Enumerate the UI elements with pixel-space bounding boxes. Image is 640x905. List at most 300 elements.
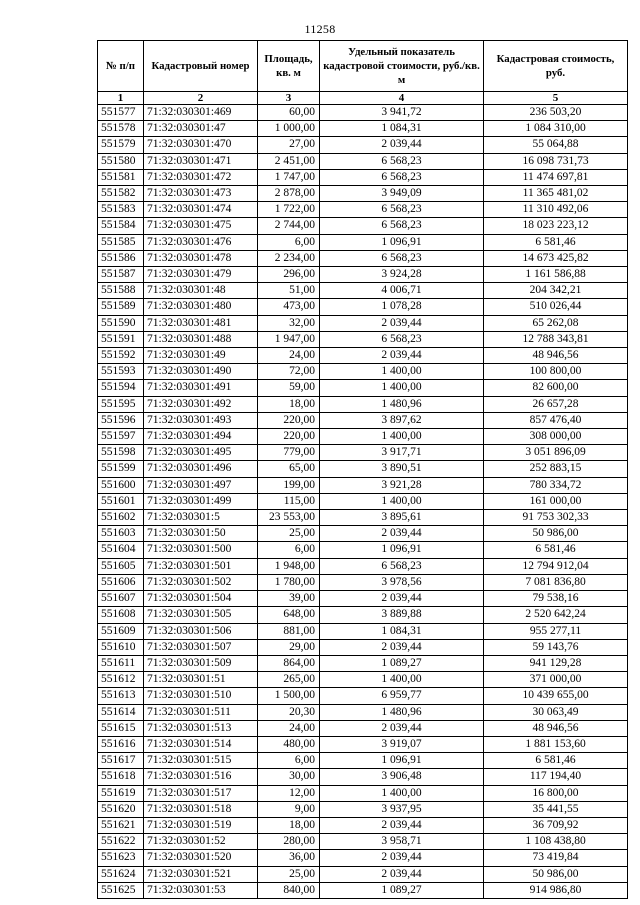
table-row — [98, 817, 628, 833]
table-row — [98, 542, 628, 558]
cadastral-number-cell: 71:32:030301:502 — [144, 574, 258, 590]
specific-value-cell: 2 039,44 — [320, 866, 484, 882]
table-row — [98, 153, 628, 169]
table-row — [98, 186, 628, 202]
cadastral-number-cell: 71:32:030301:480 — [144, 299, 258, 315]
cadastral-value-cell: 50 986,00 — [484, 866, 628, 882]
table-row — [98, 396, 628, 412]
cadastral-number-cell: 71:32:030301:53 — [144, 882, 258, 898]
area-cell: 6,00 — [258, 234, 320, 250]
area-cell: 840,00 — [258, 882, 320, 898]
cadastral-value-cell: 73 419,84 — [484, 850, 628, 866]
area-cell: 36,00 — [258, 850, 320, 866]
area-cell: 6,00 — [258, 542, 320, 558]
table-row — [98, 299, 628, 315]
area-cell: 1 000,00 — [258, 121, 320, 137]
specific-value-cell: 2 039,44 — [320, 526, 484, 542]
specific-value-cell: 1 480,96 — [320, 704, 484, 720]
row-number-cell: 551581 — [98, 169, 144, 185]
specific-value-cell: 1 096,91 — [320, 542, 484, 558]
specific-value-cell: 1 400,00 — [320, 364, 484, 380]
row-number-cell: 551606 — [98, 574, 144, 590]
cadastral-number-cell: 71:32:030301:481 — [144, 315, 258, 331]
row-number-cell: 551586 — [98, 250, 144, 266]
row-number-cell: 551578 — [98, 121, 144, 137]
specific-value-cell: 6 568,23 — [320, 169, 484, 185]
page-number: 11258 — [304, 22, 336, 36]
cadastral-number-cell: 71:32:030301:5 — [144, 510, 258, 526]
cadastral-value-cell: 11 365 481,02 — [484, 186, 628, 202]
specific-value-cell: 2 039,44 — [320, 137, 484, 153]
cadastral-number-cell: 71:32:030301:48 — [144, 283, 258, 299]
area-cell: 51,00 — [258, 283, 320, 299]
cadastral-number-cell: 71:32:030301:518 — [144, 801, 258, 817]
cadastral-value-cell: 236 503,20 — [484, 105, 628, 121]
cadastral-number-cell: 71:32:030301:516 — [144, 769, 258, 785]
area-cell: 24,00 — [258, 348, 320, 364]
cadastral-number-cell: 71:32:030301:505 — [144, 607, 258, 623]
cadastral-value-cell: 14 673 425,82 — [484, 250, 628, 266]
cadastral-number-cell: 71:32:030301:471 — [144, 153, 258, 169]
specific-value-cell: 3 978,56 — [320, 574, 484, 590]
specific-value-cell: 6 568,23 — [320, 218, 484, 234]
row-number-cell: 551608 — [98, 607, 144, 623]
table-row — [98, 866, 628, 882]
table-row — [98, 283, 628, 299]
cadastral-value-cell: 55 064,88 — [484, 137, 628, 153]
cadastral-number-cell: 71:32:030301:52 — [144, 834, 258, 850]
table-row — [98, 704, 628, 720]
specific-value-cell: 3 924,28 — [320, 267, 484, 283]
row-number-cell: 551623 — [98, 850, 144, 866]
table-row — [98, 218, 628, 234]
cadastral-value-cell: 12 788 343,81 — [484, 331, 628, 347]
area-cell: 2 451,00 — [258, 153, 320, 169]
table-row — [98, 834, 628, 850]
cadastral-number-cell: 71:32:030301:473 — [144, 186, 258, 202]
cadastral-number-cell: 71:32:030301:472 — [144, 169, 258, 185]
row-number-cell: 551618 — [98, 769, 144, 785]
cadastral-value-cell: 26 657,28 — [484, 396, 628, 412]
specific-value-cell: 6 568,23 — [320, 250, 484, 266]
area-cell: 12,00 — [258, 785, 320, 801]
cadastral-number-cell: 71:32:030301:51 — [144, 672, 258, 688]
area-cell: 220,00 — [258, 429, 320, 445]
area-cell: 20,30 — [258, 704, 320, 720]
area-cell: 9,00 — [258, 801, 320, 817]
cadastral-value-cell: 65 262,08 — [484, 315, 628, 331]
row-number-cell: 551594 — [98, 380, 144, 396]
specific-value-cell: 3 897,62 — [320, 412, 484, 428]
table-row — [98, 364, 628, 380]
column-number: 3 — [258, 92, 320, 105]
specific-value-cell: 3 958,71 — [320, 834, 484, 850]
table-row — [98, 736, 628, 752]
row-number-cell: 551605 — [98, 558, 144, 574]
row-number-cell: 551599 — [98, 461, 144, 477]
row-number-cell: 551587 — [98, 267, 144, 283]
column-number: 1 — [98, 92, 144, 105]
area-cell: 18,00 — [258, 396, 320, 412]
cadastral-number-cell: 71:32:030301:497 — [144, 477, 258, 493]
area-cell: 265,00 — [258, 672, 320, 688]
row-number-cell: 551615 — [98, 720, 144, 736]
row-number-cell: 551579 — [98, 137, 144, 153]
cadastral-value-cell: 161 000,00 — [484, 493, 628, 509]
specific-value-cell: 6 568,23 — [320, 558, 484, 574]
cadastral-value-cell: 941 129,28 — [484, 655, 628, 671]
specific-value-cell: 2 039,44 — [320, 720, 484, 736]
row-number-cell: 551593 — [98, 364, 144, 380]
row-number-cell: 551598 — [98, 445, 144, 461]
cadastral-number-cell: 71:32:030301:469 — [144, 105, 258, 121]
cadastral-value-cell: 48 946,56 — [484, 720, 628, 736]
specific-value-cell: 3 919,07 — [320, 736, 484, 752]
specific-value-cell: 3 941,72 — [320, 105, 484, 121]
table-row — [98, 315, 628, 331]
cadastral-number-cell: 71:32:030301:476 — [144, 234, 258, 250]
table-row — [98, 882, 628, 898]
table-row — [98, 105, 628, 121]
table-row — [98, 380, 628, 396]
specific-value-cell: 2 039,44 — [320, 348, 484, 364]
specific-value-cell: 1 400,00 — [320, 493, 484, 509]
area-cell: 2 234,00 — [258, 250, 320, 266]
header-specific-value: Удельный показатель кадастровой стоимости, руб./кв. м — [320, 41, 484, 92]
area-cell: 25,00 — [258, 866, 320, 882]
area-cell: 1 948,00 — [258, 558, 320, 574]
row-number-cell: 551600 — [98, 477, 144, 493]
cadastral-number-cell: 71:32:030301:513 — [144, 720, 258, 736]
row-number-cell: 551619 — [98, 785, 144, 801]
cadastral-value-cell: 955 277,11 — [484, 623, 628, 639]
header-cadastral-value: Кадастровая стоимость, руб. — [484, 41, 628, 92]
table-row — [98, 331, 628, 347]
specific-value-cell: 1 096,91 — [320, 234, 484, 250]
cadastral-number-cell: 71:32:030301:514 — [144, 736, 258, 752]
specific-value-cell: 3 890,51 — [320, 461, 484, 477]
cadastral-value-cell: 1 161 586,88 — [484, 267, 628, 283]
specific-value-cell: 1 089,27 — [320, 655, 484, 671]
table-row — [98, 558, 628, 574]
cadastral-number-cell: 71:32:030301:520 — [144, 850, 258, 866]
row-number-cell: 551590 — [98, 315, 144, 331]
cadastral-value-cell: 18 023 223,12 — [484, 218, 628, 234]
specific-value-cell: 2 039,44 — [320, 591, 484, 607]
specific-value-cell: 3 937,95 — [320, 801, 484, 817]
row-number-cell: 551614 — [98, 704, 144, 720]
table-row — [98, 137, 628, 153]
row-number-cell: 551596 — [98, 412, 144, 428]
row-number-cell: 551620 — [98, 801, 144, 817]
row-number-cell: 551588 — [98, 283, 144, 299]
cadastral-value-cell: 82 600,00 — [484, 380, 628, 396]
cadastral-number-cell: 71:32:030301:493 — [144, 412, 258, 428]
area-cell: 72,00 — [258, 364, 320, 380]
cadastral-value-cell: 914 986,80 — [484, 882, 628, 898]
cadastral-value-cell: 48 946,56 — [484, 348, 628, 364]
area-cell: 24,00 — [258, 720, 320, 736]
cadastral-value-cell: 510 026,44 — [484, 299, 628, 315]
cadastral-number-cell: 71:32:030301:506 — [144, 623, 258, 639]
cadastral-number-cell: 71:32:030301:475 — [144, 218, 258, 234]
cadastral-number-cell: 71:32:030301:499 — [144, 493, 258, 509]
row-number-cell: 551603 — [98, 526, 144, 542]
cadastral-value-cell: 36 709,92 — [484, 817, 628, 833]
table-row — [98, 461, 628, 477]
table-row — [98, 477, 628, 493]
column-number-row — [98, 92, 628, 105]
cadastral-number-cell: 71:32:030301:519 — [144, 817, 258, 833]
table-row — [98, 574, 628, 590]
table-row — [98, 169, 628, 185]
specific-value-cell: 1 480,96 — [320, 396, 484, 412]
table-row — [98, 412, 628, 428]
row-number-cell: 551625 — [98, 882, 144, 898]
cadastral-number-cell: 71:32:030301:494 — [144, 429, 258, 445]
specific-value-cell: 6 568,23 — [320, 153, 484, 169]
table-row — [98, 623, 628, 639]
cadastral-value-cell: 1 084 310,00 — [484, 121, 628, 137]
cadastral-value-cell: 204 342,21 — [484, 283, 628, 299]
cadastral-value-cell: 10 439 655,00 — [484, 688, 628, 704]
cadastral-number-cell: 71:32:030301:517 — [144, 785, 258, 801]
cadastral-value-cell: 1 108 438,80 — [484, 834, 628, 850]
row-number-cell: 551607 — [98, 591, 144, 607]
row-number-cell: 551622 — [98, 834, 144, 850]
header-row-number: № п/п — [98, 41, 144, 92]
specific-value-cell: 3 921,28 — [320, 477, 484, 493]
row-number-cell: 551592 — [98, 348, 144, 364]
area-cell: 1 722,00 — [258, 202, 320, 218]
area-cell: 1 947,00 — [258, 331, 320, 347]
cadastral-number-cell: 71:32:030301:492 — [144, 396, 258, 412]
cadastral-value-cell: 780 334,72 — [484, 477, 628, 493]
area-cell: 39,00 — [258, 591, 320, 607]
cadastral-number-cell: 71:32:030301:479 — [144, 267, 258, 283]
specific-value-cell: 1 400,00 — [320, 672, 484, 688]
cadastral-value-cell: 7 081 836,80 — [484, 574, 628, 590]
table-row — [98, 250, 628, 266]
cadastral-number-cell: 71:32:030301:47 — [144, 121, 258, 137]
specific-value-cell: 3 917,71 — [320, 445, 484, 461]
cadastral-number-cell: 71:32:030301:50 — [144, 526, 258, 542]
area-cell: 648,00 — [258, 607, 320, 623]
table-row — [98, 234, 628, 250]
column-number: 2 — [144, 92, 258, 105]
area-cell: 18,00 — [258, 817, 320, 833]
specific-value-cell: 1 089,27 — [320, 882, 484, 898]
table-row — [98, 510, 628, 526]
row-number-cell: 551582 — [98, 186, 144, 202]
table-row — [98, 607, 628, 623]
specific-value-cell: 2 039,44 — [320, 817, 484, 833]
area-cell: 296,00 — [258, 267, 320, 283]
cadastral-number-cell: 71:32:030301:470 — [144, 137, 258, 153]
specific-value-cell: 3 889,88 — [320, 607, 484, 623]
area-cell: 29,00 — [258, 639, 320, 655]
specific-value-cell: 1 084,31 — [320, 121, 484, 137]
table-row — [98, 655, 628, 671]
cadastral-value-cell: 117 194,40 — [484, 769, 628, 785]
table-body — [98, 105, 628, 899]
cadastral-number-cell: 71:32:030301:490 — [144, 364, 258, 380]
area-cell: 60,00 — [258, 105, 320, 121]
table-row — [98, 445, 628, 461]
table-row — [98, 672, 628, 688]
specific-value-cell: 4 006,71 — [320, 283, 484, 299]
specific-value-cell: 1 078,28 — [320, 299, 484, 315]
specific-value-cell: 1 400,00 — [320, 785, 484, 801]
cadastral-value-cell: 11 310 492,06 — [484, 202, 628, 218]
specific-value-cell: 3 949,09 — [320, 186, 484, 202]
table-row — [98, 429, 628, 445]
area-cell: 32,00 — [258, 315, 320, 331]
cadastral-number-cell: 71:32:030301:495 — [144, 445, 258, 461]
row-number-cell: 551624 — [98, 866, 144, 882]
area-cell: 779,00 — [258, 445, 320, 461]
table-row — [98, 720, 628, 736]
cadastral-value-cell: 6 581,46 — [484, 753, 628, 769]
specific-value-cell: 3 895,61 — [320, 510, 484, 526]
cadastral-value-cell: 100 800,00 — [484, 364, 628, 380]
cadastral-number-cell: 71:32:030301:511 — [144, 704, 258, 720]
cadastral-number-cell: 71:32:030301:521 — [144, 866, 258, 882]
row-number-cell: 551604 — [98, 542, 144, 558]
cadastral-number-cell: 71:32:030301:501 — [144, 558, 258, 574]
row-number-cell: 551580 — [98, 153, 144, 169]
cadastral-value-cell: 3 051 896,09 — [484, 445, 628, 461]
row-number-cell: 551595 — [98, 396, 144, 412]
table-row — [98, 348, 628, 364]
cadastral-value-cell: 371 000,00 — [484, 672, 628, 688]
row-number-cell: 551610 — [98, 639, 144, 655]
cadastral-value-cell: 59 143,76 — [484, 639, 628, 655]
area-cell: 30,00 — [258, 769, 320, 785]
area-cell: 473,00 — [258, 299, 320, 315]
area-cell: 2 878,00 — [258, 186, 320, 202]
cadastral-value-cell: 16 800,00 — [484, 785, 628, 801]
row-number-cell: 551591 — [98, 331, 144, 347]
cadastral-value-cell: 79 538,16 — [484, 591, 628, 607]
cadastral-number-cell: 71:32:030301:496 — [144, 461, 258, 477]
row-number-cell: 551611 — [98, 655, 144, 671]
column-number: 4 — [320, 92, 484, 105]
area-cell: 480,00 — [258, 736, 320, 752]
table-row — [98, 267, 628, 283]
table-row — [98, 769, 628, 785]
cadastral-value-cell: 1 881 153,60 — [484, 736, 628, 752]
table-row — [98, 121, 628, 137]
area-cell: 864,00 — [258, 655, 320, 671]
row-number-cell: 551585 — [98, 234, 144, 250]
specific-value-cell: 2 039,44 — [320, 315, 484, 331]
table-row — [98, 639, 628, 655]
specific-value-cell: 1 084,31 — [320, 623, 484, 639]
cadastral-number-cell: 71:32:030301:507 — [144, 639, 258, 655]
area-cell: 199,00 — [258, 477, 320, 493]
table-row — [98, 493, 628, 509]
specific-value-cell: 3 906,48 — [320, 769, 484, 785]
cadastral-value-cell: 12 794 912,04 — [484, 558, 628, 574]
specific-value-cell: 1 096,91 — [320, 753, 484, 769]
cadastral-number-cell: 71:32:030301:504 — [144, 591, 258, 607]
cadastral-number-cell: 71:32:030301:474 — [144, 202, 258, 218]
header-area: Площадь, кв. м — [258, 41, 320, 92]
cadastral-value-cell: 16 098 731,73 — [484, 153, 628, 169]
row-number-cell: 551616 — [98, 736, 144, 752]
table-row — [98, 850, 628, 866]
area-cell: 1 780,00 — [258, 574, 320, 590]
specific-value-cell: 2 039,44 — [320, 639, 484, 655]
cadastral-value-cell: 6 581,46 — [484, 542, 628, 558]
area-cell: 115,00 — [258, 493, 320, 509]
cadastral-number-cell: 71:32:030301:491 — [144, 380, 258, 396]
cadastral-value-cell: 11 474 697,81 — [484, 169, 628, 185]
cadastral-value-table — [97, 40, 628, 899]
cadastral-number-cell: 71:32:030301:510 — [144, 688, 258, 704]
area-cell: 881,00 — [258, 623, 320, 639]
table-header-row — [98, 41, 628, 92]
specific-value-cell: 6 568,23 — [320, 331, 484, 347]
table-row — [98, 202, 628, 218]
table-row — [98, 526, 628, 542]
header-cadastral-number: Кадастровый номер — [144, 41, 258, 92]
cadastral-value-cell: 35 441,55 — [484, 801, 628, 817]
specific-value-cell: 1 400,00 — [320, 429, 484, 445]
row-number-cell: 551584 — [98, 218, 144, 234]
area-cell: 27,00 — [258, 137, 320, 153]
cadastral-number-cell: 71:32:030301:478 — [144, 250, 258, 266]
row-number-cell: 551613 — [98, 688, 144, 704]
cadastral-number-cell: 71:32:030301:509 — [144, 655, 258, 671]
row-number-cell: 551602 — [98, 510, 144, 526]
cadastral-value-cell: 252 883,15 — [484, 461, 628, 477]
cadastral-value-cell: 2 520 642,24 — [484, 607, 628, 623]
area-cell: 25,00 — [258, 526, 320, 542]
area-cell: 6,00 — [258, 753, 320, 769]
cadastral-value-cell: 308 000,00 — [484, 429, 628, 445]
specific-value-cell: 6 568,23 — [320, 202, 484, 218]
row-number-cell: 551617 — [98, 753, 144, 769]
row-number-cell: 551597 — [98, 429, 144, 445]
row-number-cell: 551609 — [98, 623, 144, 639]
table-row — [98, 753, 628, 769]
table-row — [98, 591, 628, 607]
column-number: 5 — [484, 92, 628, 105]
row-number-cell: 551621 — [98, 817, 144, 833]
table-row — [98, 688, 628, 704]
row-number-cell: 551577 — [98, 105, 144, 121]
cadastral-value-cell: 91 753 302,33 — [484, 510, 628, 526]
table-row — [98, 801, 628, 817]
area-cell: 220,00 — [258, 412, 320, 428]
row-number-cell: 551589 — [98, 299, 144, 315]
cadastral-number-cell: 71:32:030301:515 — [144, 753, 258, 769]
cadastral-number-cell: 71:32:030301:500 — [144, 542, 258, 558]
area-cell: 59,00 — [258, 380, 320, 396]
area-cell: 23 553,00 — [258, 510, 320, 526]
cadastral-value-cell: 6 581,46 — [484, 234, 628, 250]
area-cell: 2 744,00 — [258, 218, 320, 234]
cadastral-value-cell: 857 476,40 — [484, 412, 628, 428]
area-cell: 280,00 — [258, 834, 320, 850]
cadastral-number-cell: 71:32:030301:488 — [144, 331, 258, 347]
cadastral-number-cell: 71:32:030301:49 — [144, 348, 258, 364]
table-row — [98, 785, 628, 801]
area-cell: 1 500,00 — [258, 688, 320, 704]
specific-value-cell: 1 400,00 — [320, 380, 484, 396]
